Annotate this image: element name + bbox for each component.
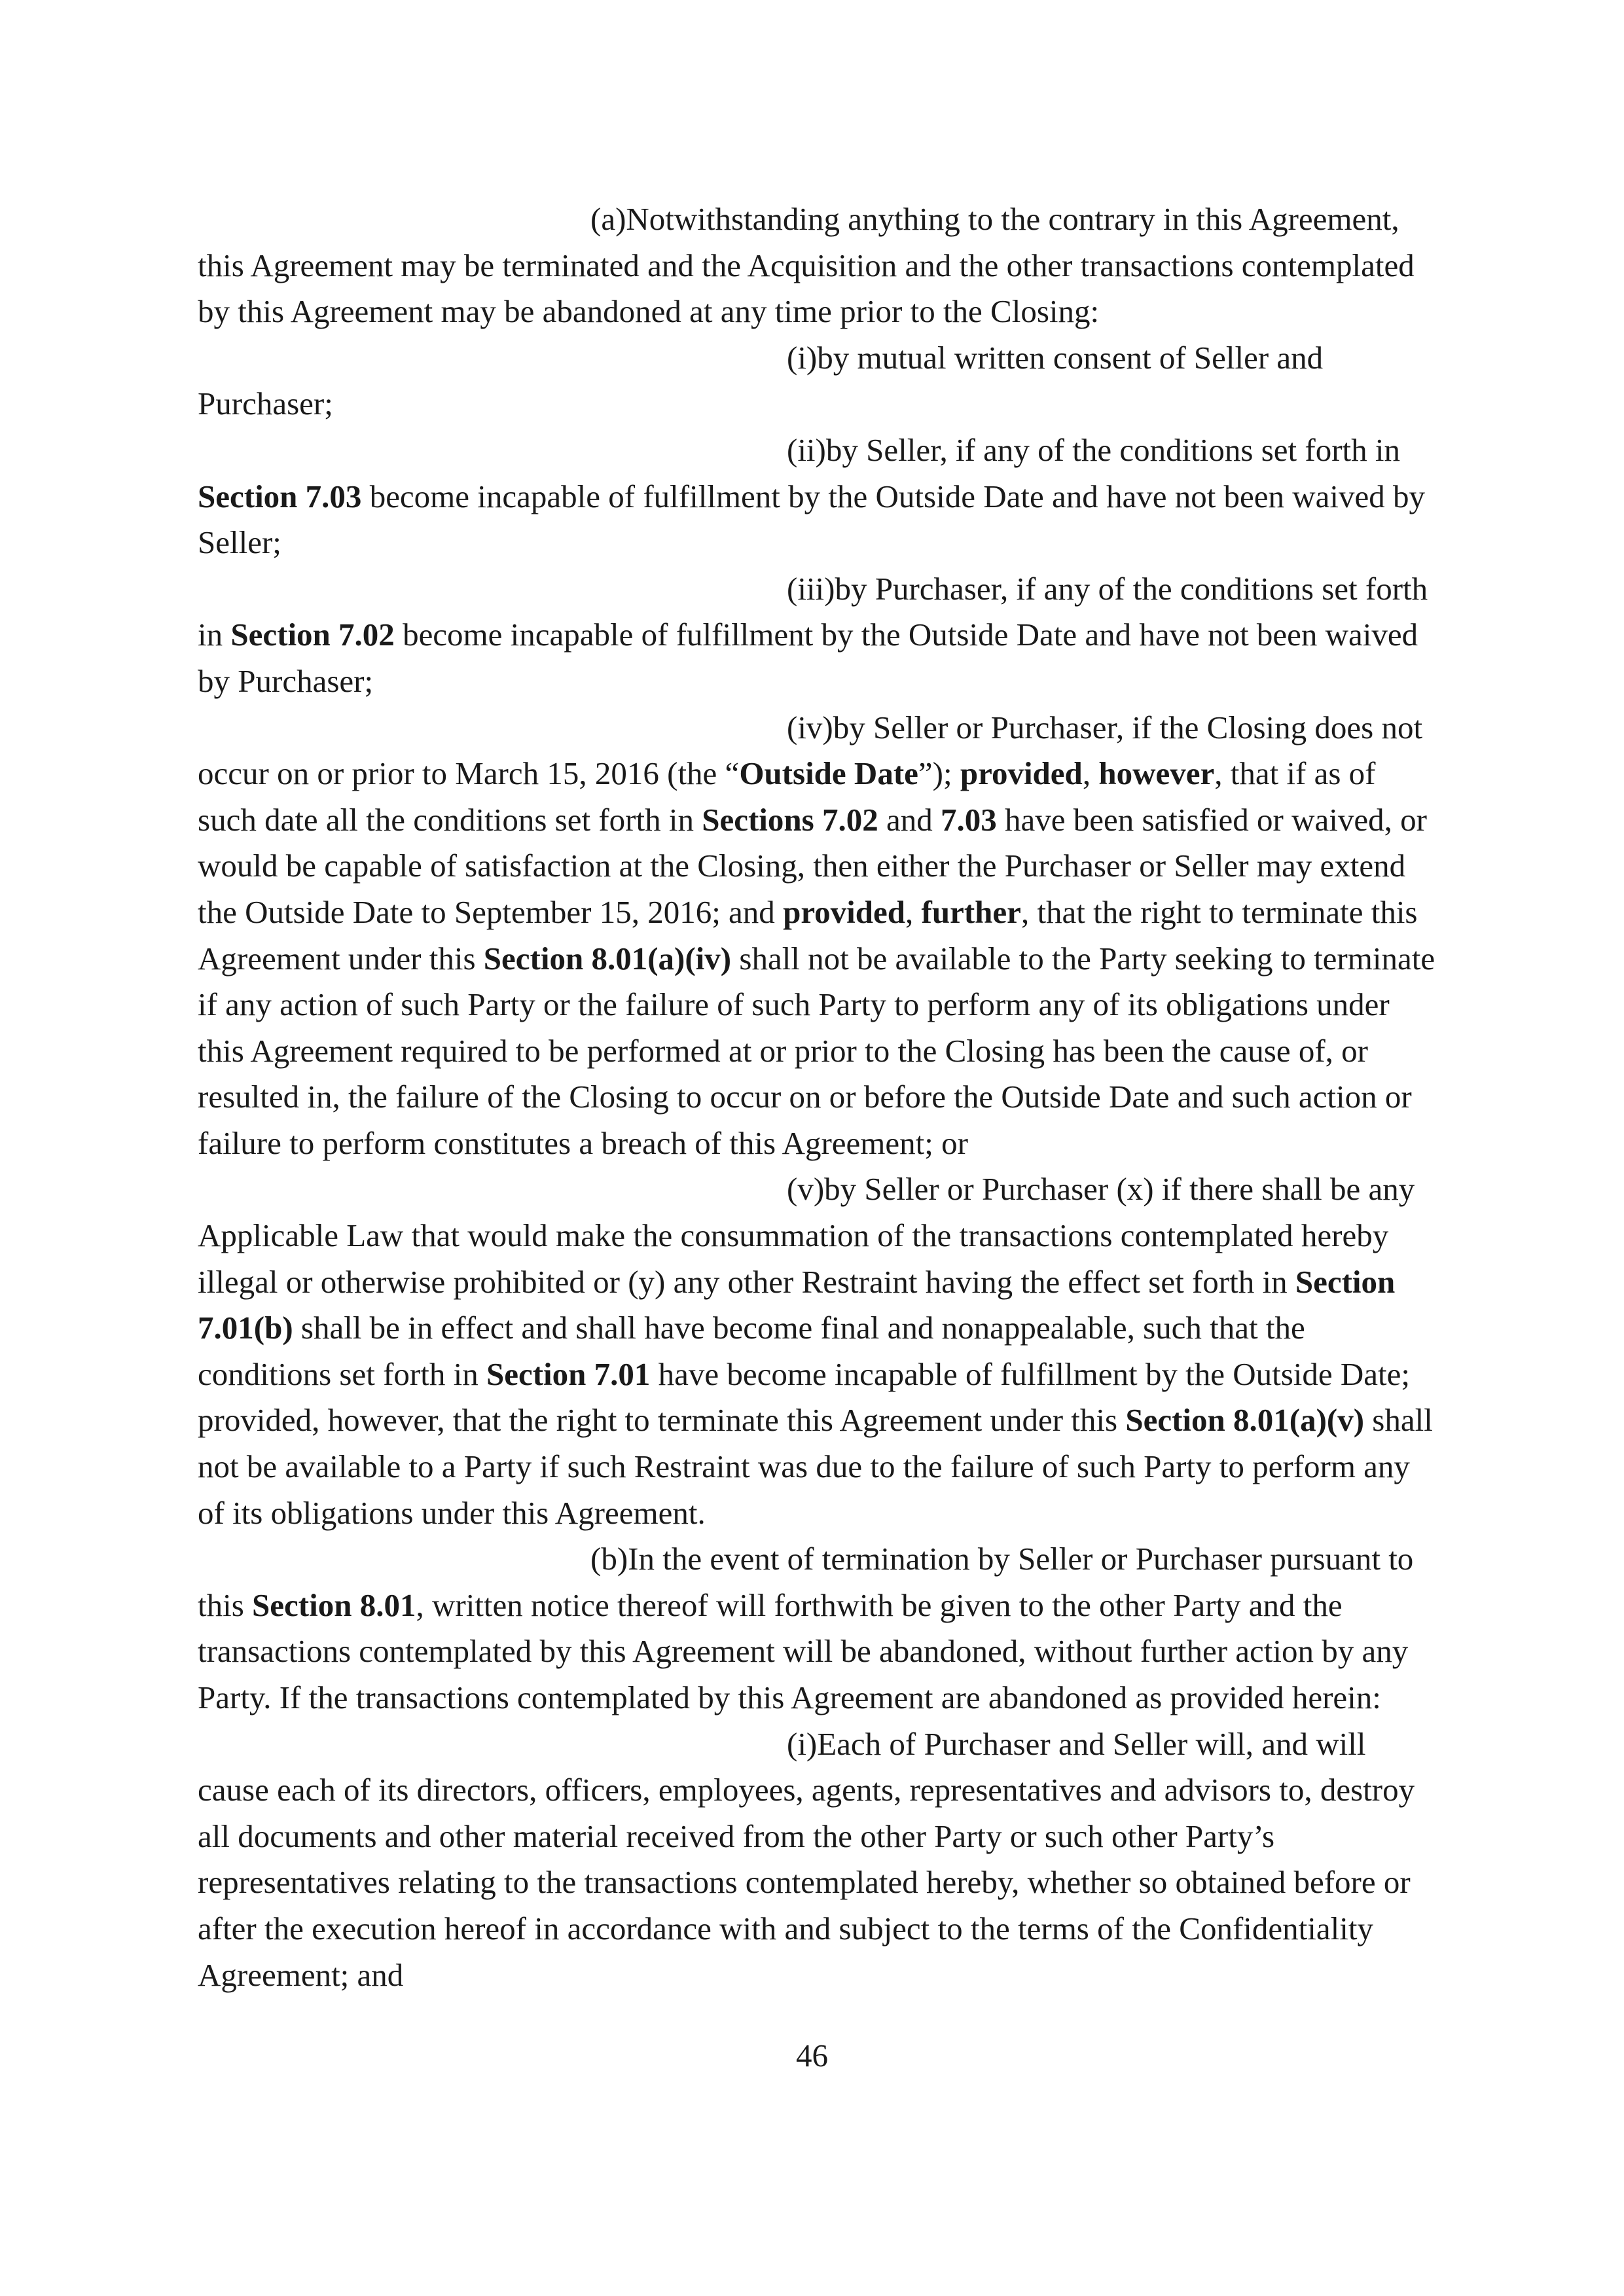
bold-reference: Section 7.01 — [486, 1355, 651, 1392]
text-run: ”); — [918, 755, 960, 792]
text-run: by Seller or Purchaser (x) if there shall be any Applicable Law that would make the consummation of the transactions contemplated hereby illegal or otherwise prohibited or (y) any other Restraint having the effect set forth in — [198, 1171, 1415, 1300]
text-run: by mutual written consent of Seller and Purchaser; — [198, 339, 1324, 422]
paragraph-marker: (ii) — [787, 431, 826, 468]
text-run: In the event of termination by Seller or Purchaser pursuant to this — [198, 1541, 1414, 1623]
paragraph-a-iv — [198, 705, 1441, 1167]
paragraph-a-ii — [198, 427, 1441, 566]
paragraph-marker: (a) — [590, 201, 626, 237]
bold-reference: provided — [960, 755, 1083, 792]
text-run: Each of Purchaser and Seller will, and will cause each of its directors, officers, employees, agents, representatives and advisors to, destroy all documents and other material received from the other Party or such other Party’s representatives relating to the transactions contemplated hereby, whether so obtained before or after the execution hereof in accordance with and subject to the terms of the Confidentiality Agreement; and — [198, 1725, 1415, 1993]
bold-reference: Section 8.01(a)(iv) — [483, 940, 732, 977]
document-body — [198, 196, 1441, 1998]
text-run: by Seller or Purchaser, if the Closing does not occur on or prior to March 15, 2016 (the “ — [198, 709, 1423, 792]
bold-reference: Outside Date — [739, 755, 918, 792]
bold-reference: Section 8.01(a)(v) — [1125, 1402, 1365, 1439]
paragraph-marker: (iv) — [787, 709, 833, 745]
bold-reference: Sections 7.02 — [702, 801, 878, 838]
text-run: and — [878, 801, 941, 838]
paragraph-a — [198, 196, 1441, 335]
text-run: become incapable of fulfillment by the Outside Date and have not been waived by Purchaser; — [198, 617, 1418, 699]
text-run: by Seller, if any of the conditions set forth in — [825, 431, 1401, 468]
paragraph-a-v — [198, 1166, 1441, 1536]
bold-reference: Section 7.02 — [230, 617, 395, 653]
paragraph-marker: (i) — [787, 1725, 818, 1762]
text-run: , that the right to terminate this Agreement under this — [198, 893, 1418, 977]
paragraph-marker: (v) — [787, 1171, 825, 1208]
text-run: Notwithstanding anything to the contrary in this Agreement, this Agreement may be terminated and the Acquisition and the other transactions contemplated by this Agreement may be abandoned at any time prior to the Closing: — [198, 201, 1415, 330]
bold-reference: however — [1098, 755, 1215, 792]
bold-reference: 7.03 — [940, 801, 997, 838]
paragraph-marker: (i) — [787, 339, 818, 376]
text-run: , — [1082, 755, 1099, 792]
text-run: have become incapable of fulfillment by the Outside Date; provided, however, that the right to terminate this Agreement under this — [198, 1355, 1411, 1439]
bold-reference: Section 7.01(b) — [198, 1263, 1396, 1346]
text-run: , written notice thereof will forthwith be given to the other Party and the transactions contemplated by this Agreement will be abandoned, without further action by any Party. If the transactions contemplated by this Agreement are abandoned as provided herein: — [198, 1587, 1409, 1715]
paragraph-b — [198, 1536, 1441, 1721]
text-run: , that if as of such date all the conditions set forth in — [198, 755, 1376, 838]
paragraph-marker: (iii) — [787, 570, 835, 607]
text-run: shall not be available to the Party seeking to terminate if any action of such Party or the failure of such Party to perform any of its obligations under this Agreement required to be performed at or prior to the Closing has been the cause of, or resulted in, the failure of the Closing to occur on or before the Outside Date and such action or failure to perform constitutes a breach of this Agreement; or — [198, 940, 1435, 1161]
paragraph-b-i — [198, 1721, 1441, 1999]
bold-reference: provided — [783, 893, 906, 930]
bold-reference: Section 8.01 — [252, 1587, 416, 1623]
page-number: 46 — [796, 2037, 828, 2073]
text-run: have been satisfied or waived, or would be capable of satisfaction at the Closing, then either the Purchaser or Seller may extend the Outside Date to September 15, 2016; and — [198, 801, 1427, 930]
paragraph-marker: (b) — [590, 1541, 628, 1577]
paragraph-a-i — [198, 335, 1441, 427]
paragraph-a-iii — [198, 566, 1441, 705]
bold-reference: Section 7.03 — [198, 478, 362, 514]
text-run: shall not be available to a Party if such Restraint was due to the failure of such Party to perform any of its obligations under this Agreement. — [198, 1402, 1433, 1531]
bold-reference: further — [921, 893, 1021, 930]
text-run: by Purchaser, if any of the conditions set forth in — [198, 570, 1428, 653]
text-run: become incapable of fulfillment by the Outside Date and have not been waived by Seller; — [198, 478, 1426, 561]
text-run: , — [905, 893, 922, 930]
text-run: shall be in effect and shall have become final and nonappealable, such that the conditions set forth in — [198, 1310, 1305, 1392]
